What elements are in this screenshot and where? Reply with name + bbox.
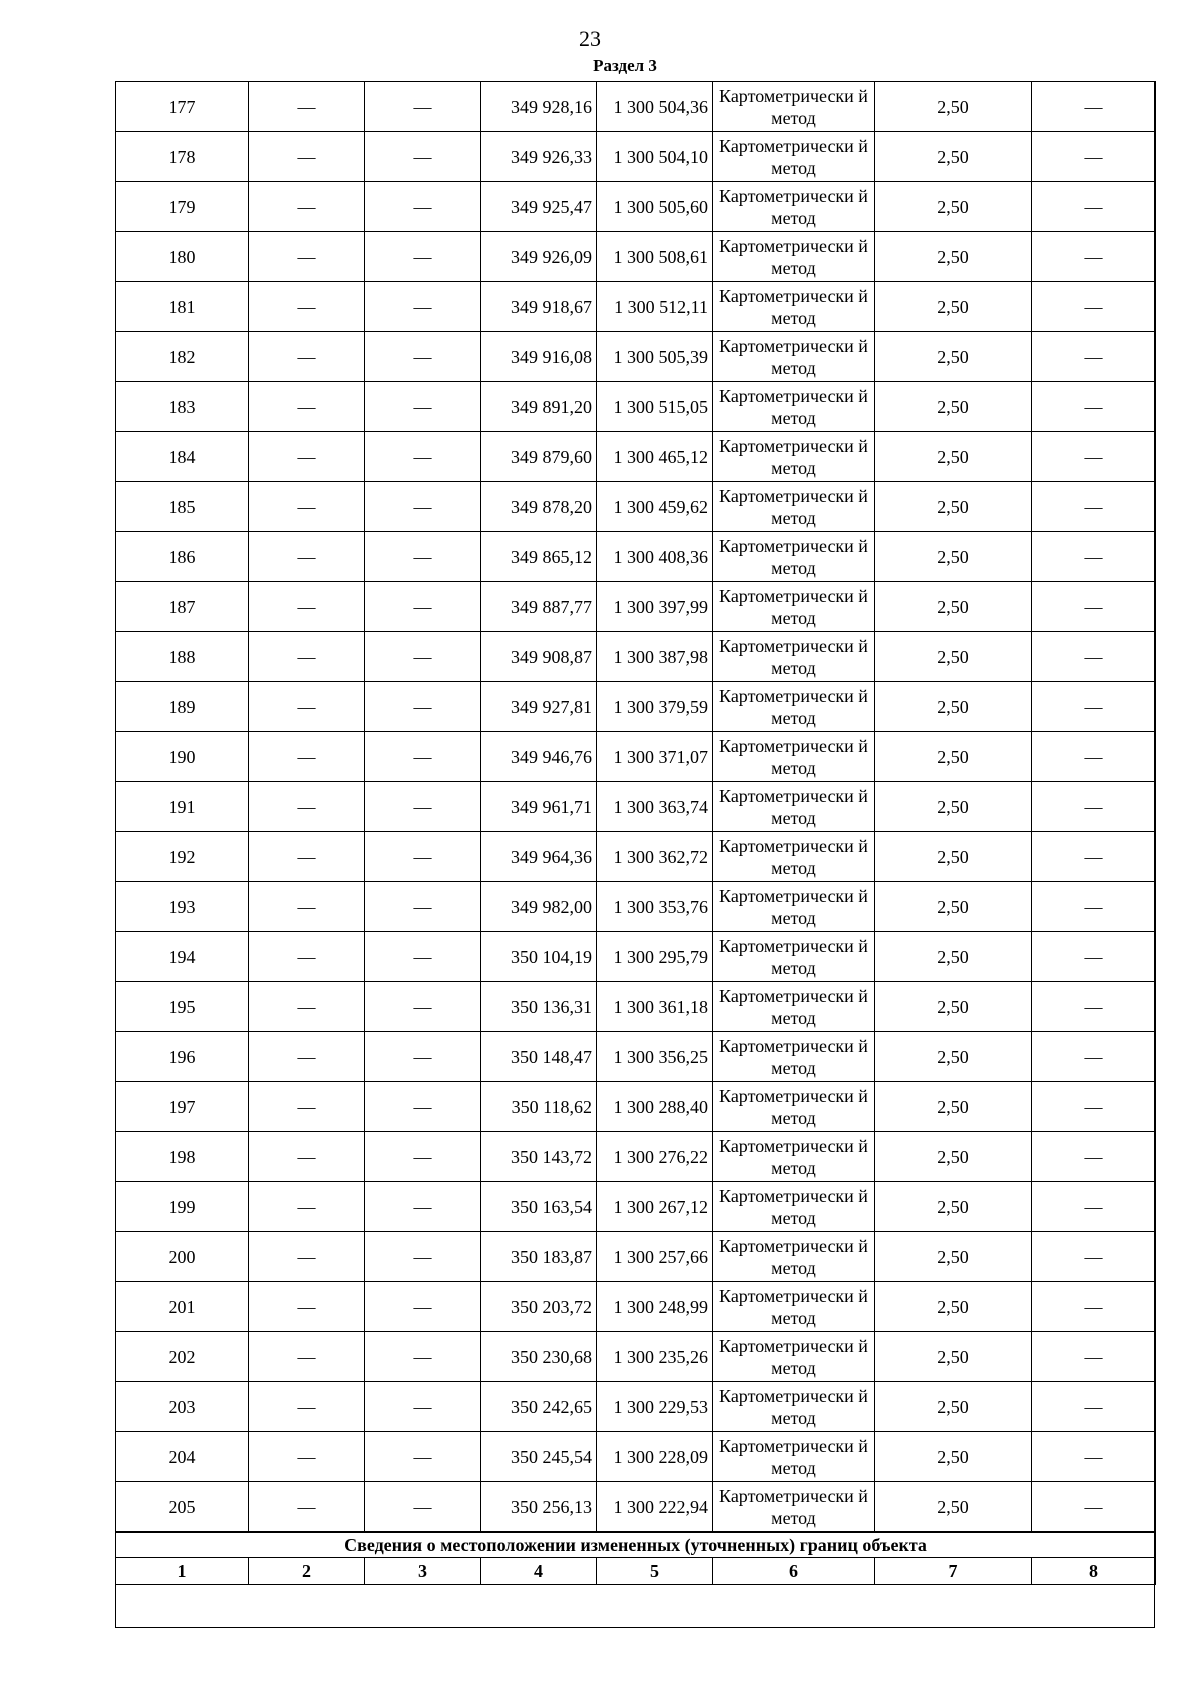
empty-y-old-cell: —: [365, 1232, 481, 1282]
accuracy-cell: 2,50: [875, 382, 1032, 432]
x-coordinate-cell: 349 946,76: [481, 732, 597, 782]
y-coordinate-cell: 1 300 363,74: [597, 782, 713, 832]
empty-y-old-cell: —: [365, 282, 481, 332]
empty-description-cell: —: [1032, 582, 1156, 632]
point-number-cell: 186: [116, 532, 249, 582]
x-coordinate-cell: 349 891,20: [481, 382, 597, 432]
coordinates-table: [115, 81, 1156, 1585]
empty-description-cell: —: [1032, 932, 1156, 982]
point-number-cell: 194: [116, 932, 249, 982]
accuracy-cell: 2,50: [875, 1132, 1032, 1182]
empty-y-old-cell: —: [365, 732, 481, 782]
empty-x-old-cell: —: [249, 1482, 365, 1533]
method-cell: Картометрически й метод: [713, 1282, 875, 1332]
empty-x-old-cell: —: [249, 282, 365, 332]
section-subheading: Сведения о местоположении измененных (уточненных) границ объекта: [116, 1532, 1156, 1558]
method-cell: Картометрически й метод: [713, 482, 875, 532]
y-coordinate-cell: 1 300 222,94: [597, 1482, 713, 1533]
method-cell: Картометрически й метод: [713, 632, 875, 682]
point-number-cell: 205: [116, 1482, 249, 1533]
method-cell: Картометрически й метод: [713, 382, 875, 432]
method-cell: Картометрически й метод: [713, 832, 875, 882]
empty-description-cell: —: [1032, 682, 1156, 732]
empty-description-cell: —: [1032, 1332, 1156, 1382]
x-coordinate-cell: 349 908,87: [481, 632, 597, 682]
y-coordinate-cell: 1 300 267,12: [597, 1182, 713, 1232]
y-coordinate-cell: 1 300 229,53: [597, 1382, 713, 1432]
point-number-cell: 180: [116, 232, 249, 282]
empty-x-old-cell: —: [249, 1432, 365, 1482]
y-coordinate-cell: 1 300 276,22: [597, 1132, 713, 1182]
accuracy-cell: 2,50: [875, 182, 1032, 232]
point-number-cell: 192: [116, 832, 249, 882]
method-cell: Картометрически й метод: [713, 582, 875, 632]
y-coordinate-cell: 1 300 504,10: [597, 132, 713, 182]
accuracy-cell: 2,50: [875, 1482, 1032, 1533]
accuracy-cell: 2,50: [875, 1032, 1032, 1082]
table-row: [116, 782, 1156, 832]
empty-description-cell: —: [1032, 432, 1156, 482]
accuracy-cell: 2,50: [875, 1432, 1032, 1482]
column-number: 3: [365, 1558, 481, 1585]
empty-y-old-cell: —: [365, 1432, 481, 1482]
section-title: Раздел 3: [593, 56, 657, 75]
column-number: 7: [875, 1558, 1032, 1585]
point-number-cell: 178: [116, 132, 249, 182]
empty-x-old-cell: —: [249, 232, 365, 282]
accuracy-cell: 2,50: [875, 1332, 1032, 1382]
method-cell: Картометрически й метод: [713, 1182, 875, 1232]
accuracy-cell: 2,50: [875, 432, 1032, 482]
empty-description-cell: —: [1032, 1282, 1156, 1332]
empty-x-old-cell: —: [249, 732, 365, 782]
x-coordinate-cell: 349 982,00: [481, 882, 597, 932]
accuracy-cell: 2,50: [875, 132, 1032, 182]
empty-description-cell: —: [1032, 382, 1156, 432]
point-number-cell: 204: [116, 1432, 249, 1482]
table-row: [116, 1182, 1156, 1232]
x-coordinate-cell: 349 916,08: [481, 332, 597, 382]
empty-x-old-cell: —: [249, 132, 365, 182]
empty-x-old-cell: —: [249, 582, 365, 632]
empty-y-old-cell: —: [365, 1482, 481, 1533]
method-cell: Картометрически й метод: [713, 432, 875, 482]
table-row: [116, 732, 1156, 782]
empty-x-old-cell: —: [249, 1382, 365, 1432]
empty-x-old-cell: —: [249, 632, 365, 682]
point-number-cell: 184: [116, 432, 249, 482]
accuracy-cell: 2,50: [875, 1182, 1032, 1232]
y-coordinate-cell: 1 300 228,09: [597, 1432, 713, 1482]
empty-x-old-cell: —: [249, 382, 365, 432]
point-number-cell: 200: [116, 1232, 249, 1282]
table-row: [116, 1482, 1156, 1533]
empty-x-old-cell: —: [249, 432, 365, 482]
point-number-cell: 189: [116, 682, 249, 732]
y-coordinate-cell: 1 300 408,36: [597, 532, 713, 582]
empty-x-old-cell: —: [249, 482, 365, 532]
accuracy-cell: 2,50: [875, 1082, 1032, 1132]
y-coordinate-cell: 1 300 295,79: [597, 932, 713, 982]
column-number: 6: [713, 1558, 875, 1585]
accuracy-cell: 2,50: [875, 882, 1032, 932]
method-cell: Картометрически й метод: [713, 732, 875, 782]
empty-description-cell: —: [1032, 732, 1156, 782]
y-coordinate-cell: 1 300 504,36: [597, 82, 713, 132]
empty-y-old-cell: —: [365, 782, 481, 832]
accuracy-cell: 2,50: [875, 832, 1032, 882]
page-number: 23: [579, 26, 601, 51]
empty-description-cell: —: [1032, 1482, 1156, 1533]
table-row: [116, 232, 1156, 282]
accuracy-cell: 2,50: [875, 332, 1032, 382]
point-number-cell: 195: [116, 982, 249, 1032]
empty-description-cell: —: [1032, 332, 1156, 382]
empty-x-old-cell: —: [249, 1032, 365, 1082]
empty-y-old-cell: —: [365, 132, 481, 182]
point-number-cell: 193: [116, 882, 249, 932]
empty-y-old-cell: —: [365, 232, 481, 282]
point-number-cell: 188: [116, 632, 249, 682]
empty-x-old-cell: —: [249, 882, 365, 932]
x-coordinate-cell: 350 242,65: [481, 1382, 597, 1432]
x-coordinate-cell: 350 143,72: [481, 1132, 597, 1182]
y-coordinate-cell: 1 300 353,76: [597, 882, 713, 932]
y-coordinate-cell: 1 300 508,61: [597, 232, 713, 282]
accuracy-cell: 2,50: [875, 1282, 1032, 1332]
empty-description-cell: —: [1032, 832, 1156, 882]
y-coordinate-cell: 1 300 257,66: [597, 1232, 713, 1282]
empty-x-old-cell: —: [249, 782, 365, 832]
method-cell: Картометрически й метод: [713, 682, 875, 732]
method-cell: Картометрически й метод: [713, 82, 875, 132]
empty-description-cell: —: [1032, 1082, 1156, 1132]
column-number: 8: [1032, 1558, 1156, 1585]
column-number: 2: [249, 1558, 365, 1585]
empty-x-old-cell: —: [249, 1282, 365, 1332]
column-number: 5: [597, 1558, 713, 1585]
accuracy-cell: 2,50: [875, 482, 1032, 532]
empty-y-old-cell: —: [365, 1082, 481, 1132]
empty-y-old-cell: —: [365, 832, 481, 882]
method-cell: Картометрически й метод: [713, 982, 875, 1032]
table-row: [116, 1332, 1156, 1382]
x-coordinate-cell: 349 926,33: [481, 132, 597, 182]
method-cell: Картометрически й метод: [713, 882, 875, 932]
accuracy-cell: 2,50: [875, 532, 1032, 582]
empty-y-old-cell: —: [365, 482, 481, 532]
method-cell: Картометрически й метод: [713, 532, 875, 582]
empty-x-old-cell: —: [249, 832, 365, 882]
empty-description-cell: —: [1032, 1432, 1156, 1482]
accuracy-cell: 2,50: [875, 782, 1032, 832]
accuracy-cell: 2,50: [875, 282, 1032, 332]
empty-y-old-cell: —: [365, 1032, 481, 1082]
empty-description-cell: —: [1032, 482, 1156, 532]
table-row: [116, 1282, 1156, 1332]
empty-description-cell: —: [1032, 982, 1156, 1032]
empty-x-old-cell: —: [249, 932, 365, 982]
y-coordinate-cell: 1 300 356,25: [597, 1032, 713, 1082]
x-coordinate-cell: 350 104,19: [481, 932, 597, 982]
point-number-cell: 196: [116, 1032, 249, 1082]
y-coordinate-cell: 1 300 515,05: [597, 382, 713, 432]
point-number-cell: 191: [116, 782, 249, 832]
y-coordinate-cell: 1 300 505,60: [597, 182, 713, 232]
x-coordinate-cell: 350 136,31: [481, 982, 597, 1032]
accuracy-cell: 2,50: [875, 1382, 1032, 1432]
empty-x-old-cell: —: [249, 332, 365, 382]
empty-description-cell: —: [1032, 1032, 1156, 1082]
table-row: [116, 632, 1156, 682]
empty-description-cell: —: [1032, 232, 1156, 282]
x-coordinate-cell: 349 918,67: [481, 282, 597, 332]
empty-x-old-cell: —: [249, 1182, 365, 1232]
accuracy-cell: 2,50: [875, 932, 1032, 982]
table-row: [116, 282, 1156, 332]
y-coordinate-cell: 1 300 512,11: [597, 282, 713, 332]
method-cell: Картометрически й метод: [713, 1432, 875, 1482]
point-number-cell: 182: [116, 332, 249, 382]
method-cell: Картометрически й метод: [713, 932, 875, 982]
x-coordinate-cell: 349 878,20: [481, 482, 597, 532]
point-number-cell: 201: [116, 1282, 249, 1332]
y-coordinate-cell: 1 300 288,40: [597, 1082, 713, 1132]
empty-y-old-cell: —: [365, 82, 481, 132]
point-number-cell: 190: [116, 732, 249, 782]
table-row: [116, 582, 1156, 632]
empty-x-old-cell: —: [249, 1082, 365, 1132]
method-cell: Картометрически й метод: [713, 782, 875, 832]
column-number: 4: [481, 1558, 597, 1585]
x-coordinate-cell: 349 926,09: [481, 232, 597, 282]
section-subheading-row: [116, 1532, 1156, 1558]
empty-description-cell: —: [1032, 282, 1156, 332]
empty-y-old-cell: —: [365, 182, 481, 232]
empty-x-old-cell: —: [249, 532, 365, 582]
x-coordinate-cell: 350 230,68: [481, 1332, 597, 1382]
table-row: [116, 832, 1156, 882]
point-number-cell: 202: [116, 1332, 249, 1382]
empty-y-old-cell: —: [365, 332, 481, 382]
empty-description-cell: —: [1032, 882, 1156, 932]
empty-y-old-cell: —: [365, 682, 481, 732]
point-number-cell: 198: [116, 1132, 249, 1182]
accuracy-cell: 2,50: [875, 232, 1032, 282]
y-coordinate-cell: 1 300 397,99: [597, 582, 713, 632]
point-number-cell: 185: [116, 482, 249, 532]
empty-description-cell: —: [1032, 82, 1156, 132]
table-row: [116, 1232, 1156, 1282]
empty-description-cell: —: [1032, 782, 1156, 832]
method-cell: Картометрически й метод: [713, 1082, 875, 1132]
x-coordinate-cell: 349 925,47: [481, 182, 597, 232]
empty-y-old-cell: —: [365, 1332, 481, 1382]
x-coordinate-cell: 350 148,47: [481, 1032, 597, 1082]
table-row: [116, 1132, 1156, 1182]
y-coordinate-cell: 1 300 362,72: [597, 832, 713, 882]
y-coordinate-cell: 1 300 235,26: [597, 1332, 713, 1382]
x-coordinate-cell: 350 256,13: [481, 1482, 597, 1533]
empty-x-old-cell: —: [249, 682, 365, 732]
y-coordinate-cell: 1 300 387,98: [597, 632, 713, 682]
empty-x-old-cell: —: [249, 182, 365, 232]
method-cell: Картометрически й метод: [713, 1332, 875, 1382]
accuracy-cell: 2,50: [875, 982, 1032, 1032]
y-coordinate-cell: 1 300 361,18: [597, 982, 713, 1032]
empty-y-old-cell: —: [365, 532, 481, 582]
method-cell: Картометрически й метод: [713, 1382, 875, 1432]
method-cell: Картометрически й метод: [713, 232, 875, 282]
table-row: [116, 1432, 1156, 1482]
method-cell: Картометрически й метод: [713, 1032, 875, 1082]
x-coordinate-cell: 349 879,60: [481, 432, 597, 482]
method-cell: Картометрически й метод: [713, 182, 875, 232]
point-number-cell: 197: [116, 1082, 249, 1132]
table-row: [116, 682, 1156, 732]
empty-description-cell: —: [1032, 132, 1156, 182]
table-row: [116, 82, 1156, 132]
table-row: [116, 1082, 1156, 1132]
method-cell: Картометрически й метод: [713, 132, 875, 182]
table-row: [116, 532, 1156, 582]
empty-x-old-cell: —: [249, 82, 365, 132]
x-coordinate-cell: 349 865,12: [481, 532, 597, 582]
point-number-cell: 199: [116, 1182, 249, 1232]
method-cell: Картометрически й метод: [713, 1232, 875, 1282]
x-coordinate-cell: 350 183,87: [481, 1232, 597, 1282]
x-coordinate-cell: 350 118,62: [481, 1082, 597, 1132]
point-number-cell: 203: [116, 1382, 249, 1432]
empty-y-old-cell: —: [365, 582, 481, 632]
empty-x-old-cell: —: [249, 1332, 365, 1382]
table-row: [116, 1032, 1156, 1082]
y-coordinate-cell: 1 300 505,39: [597, 332, 713, 382]
table-row: [116, 432, 1156, 482]
point-number-cell: 183: [116, 382, 249, 432]
y-coordinate-cell: 1 300 465,12: [597, 432, 713, 482]
accuracy-cell: 2,50: [875, 632, 1032, 682]
accuracy-cell: 2,50: [875, 82, 1032, 132]
point-number-cell: 181: [116, 282, 249, 332]
table-row: [116, 182, 1156, 232]
accuracy-cell: 2,50: [875, 1232, 1032, 1282]
empty-y-old-cell: —: [365, 1382, 481, 1432]
empty-y-old-cell: —: [365, 432, 481, 482]
x-coordinate-cell: 350 203,72: [481, 1282, 597, 1332]
empty-description-cell: —: [1032, 1382, 1156, 1432]
empty-y-old-cell: —: [365, 982, 481, 1032]
accuracy-cell: 2,50: [875, 582, 1032, 632]
empty-description-cell: —: [1032, 632, 1156, 682]
empty-y-old-cell: —: [365, 882, 481, 932]
empty-y-old-cell: —: [365, 1132, 481, 1182]
table-row: [116, 482, 1156, 532]
empty-y-old-cell: —: [365, 1282, 481, 1332]
method-cell: Картометрически й метод: [713, 282, 875, 332]
y-coordinate-cell: 1 300 248,99: [597, 1282, 713, 1332]
empty-description-cell: —: [1032, 1132, 1156, 1182]
empty-description-cell: —: [1032, 532, 1156, 582]
x-coordinate-cell: 349 927,81: [481, 682, 597, 732]
x-coordinate-cell: 349 928,16: [481, 82, 597, 132]
empty-y-old-cell: —: [365, 632, 481, 682]
empty-y-old-cell: —: [365, 382, 481, 432]
column-number: 1: [116, 1558, 249, 1585]
accuracy-cell: 2,50: [875, 682, 1032, 732]
y-coordinate-cell: 1 300 371,07: [597, 732, 713, 782]
empty-y-old-cell: —: [365, 1182, 481, 1232]
x-coordinate-cell: 350 245,54: [481, 1432, 597, 1482]
empty-description-cell: —: [1032, 1232, 1156, 1282]
method-cell: Картометрически й метод: [713, 1132, 875, 1182]
table-row: [116, 132, 1156, 182]
x-coordinate-cell: 350 163,54: [481, 1182, 597, 1232]
table-row: [116, 382, 1156, 432]
empty-description-cell: —: [1032, 182, 1156, 232]
table-row: [116, 932, 1156, 982]
point-number-cell: 179: [116, 182, 249, 232]
empty-description-cell: —: [1032, 1182, 1156, 1232]
table-row: [116, 1382, 1156, 1432]
y-coordinate-cell: 1 300 379,59: [597, 682, 713, 732]
method-cell: Картометрически й метод: [713, 1482, 875, 1533]
x-coordinate-cell: 349 964,36: [481, 832, 597, 882]
method-cell: Картометрически й метод: [713, 332, 875, 382]
y-coordinate-cell: 1 300 459,62: [597, 482, 713, 532]
column-numbers-row: [116, 1558, 1156, 1585]
empty-x-old-cell: —: [249, 1132, 365, 1182]
empty-x-old-cell: —: [249, 1232, 365, 1282]
empty-x-old-cell: —: [249, 982, 365, 1032]
point-number-cell: 177: [116, 82, 249, 132]
accuracy-cell: 2,50: [875, 732, 1032, 782]
table-row: [116, 332, 1156, 382]
x-coordinate-cell: 349 887,77: [481, 582, 597, 632]
x-coordinate-cell: 349 961,71: [481, 782, 597, 832]
table-body: [116, 82, 1156, 1533]
table-row: [116, 982, 1156, 1032]
empty-y-old-cell: —: [365, 932, 481, 982]
point-number-cell: 187: [116, 582, 249, 632]
table-row: [116, 882, 1156, 932]
